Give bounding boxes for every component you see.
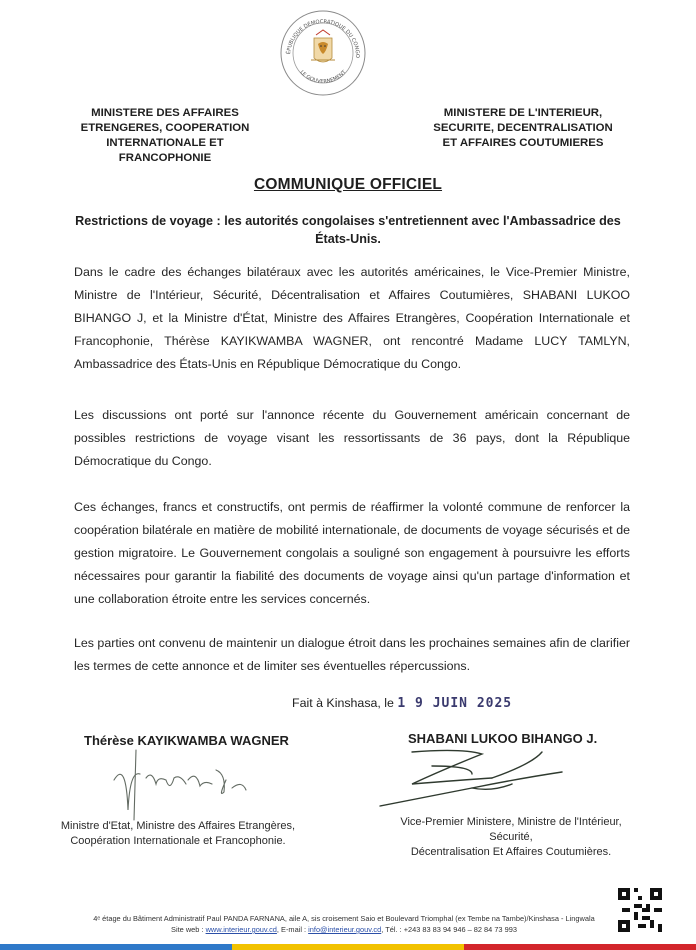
- body-paragraph: Dans le cadre des échanges bilatéraux avec les autorités américaines, le Vice-Premier Ministre, Ministre de l'Intérieur, Sécurité, Décentralisation et Affaires Coutumières, SHABANI LUKOO BIHANGO J, et la Ministre d'État, Ministre des Affaires Etrangères, Coopération Internationale et Francophonie, Thérèse KAYIKWAMBA WAGNER, ont rencontré Madame LUCY TAMLYN, Ambassadrice des États-Unis en République Démocratique du Congo.: [74, 265, 630, 371]
- left-ministry-line: INTERNATIONALE ET: [106, 137, 224, 149]
- flag-stripe-blue: [0, 944, 232, 950]
- left-ministry-line: MINISTERE DES AFFAIRES: [91, 107, 239, 119]
- left-ministry-line: ETRENGERES, COOPERATION: [80, 122, 250, 134]
- left-ministry-line: FRANCOPHONIE: [118, 152, 212, 164]
- document-subtitle: Restrictions de voyage : les autorités congolaises s'entretiennent avec l'Ambassadrice des États-Unis.: [75, 214, 621, 246]
- right-ministry-line: ET AFFAIRES COUTUMIERES: [442, 137, 604, 149]
- email-link[interactable]: info@interieur.gouv.cd: [308, 925, 382, 934]
- leopard-emblem-icon: [311, 30, 335, 62]
- government-seal: [278, 8, 368, 98]
- left-signatory-name: Thérèse KAYIKWAMBA WAGNER: [84, 733, 289, 748]
- body-paragraph: Les parties ont convenu de maintenir un dialogue étroit dans les prochaines semaines afin de clarifier les termes de cette annonce et de limiter ses éventuelles répercussions.: [74, 636, 630, 673]
- seal-bottom-text: LE GOUVERNEMENT: [298, 69, 348, 85]
- date-line: [292, 696, 512, 711]
- right-title-line: Vice-Premier Ministere, Ministre de l'Intérieur, Sécurité,: [400, 816, 622, 843]
- right-signature-icon: [372, 744, 572, 819]
- right-signatory-title: [388, 815, 634, 860]
- body-paragraph: Ces échanges, francs et constructifs, ont permis de réaffirmer la volonté commune de renforcer la coopération bilatérale en matière de mobilité internationale, de documents de voyage sécurisés et de gestion migratoire. Le Gouvernement congolais a souligné son engagement à poursuivre les efforts nécessaires pour garantir la fiabilité des documents de voyage ainsi qu'un partage d'information et une collaboration étroite entre les services concernés.: [74, 500, 630, 606]
- flag-color-stripe: [0, 944, 696, 950]
- right-signatory-name: SHABANI LUKOO BIHANGO J.: [408, 731, 598, 746]
- body-paragraph: Les discussions ont porté sur l'annonce récente du Gouvernement américain concernant de possibles restrictions de voyage visant les ressortissants de 36 pays, dont la République Démocratique du Congo.: [74, 408, 630, 468]
- flag-stripe-red: [464, 944, 696, 950]
- right-ministry-line: SECURITE, DECENTRALISATION: [433, 122, 613, 134]
- left-ministry-header: [60, 106, 270, 166]
- left-signatory-title: [58, 819, 298, 849]
- right-ministry-line: MINISTERE DE L'INTERIEUR,: [443, 107, 603, 119]
- right-title-line: Décentralisation Et Affaires Coutumières.: [410, 846, 612, 858]
- website-link[interactable]: www.interieur.gouv.cd: [205, 925, 277, 934]
- phone-numbers: , Tél. : +243 83 83 94 946 – 82 84 73 993: [381, 925, 517, 934]
- document-title: COMMUNIQUE OFFICIEL: [253, 176, 443, 193]
- left-title-line: Ministre d'Etat, Ministre des Affaires Etrangères,: [60, 820, 296, 832]
- site-label: Site web :: [171, 925, 204, 934]
- footer-address: 4ᵉ étage du Bâtiment Administratif Paul PANDA FARNANA, aile A, sis croisement Saio et Boulevard Triomphal (ex Tembe na Tambe)/Kinshasa - Lingwala: [93, 914, 595, 923]
- date-stamp: 1 9 JUIN 2025: [397, 696, 513, 711]
- left-title-line: Coopération Internationale et Francophonie.: [70, 835, 286, 847]
- flag-stripe-yellow: [232, 944, 464, 950]
- left-signature-icon: [96, 740, 266, 830]
- date-prefix: Fait à Kinshasa, le: [292, 696, 394, 710]
- footer-contact-line: [74, 924, 614, 935]
- footer-contact: [74, 913, 614, 935]
- qr-code-icon: [618, 888, 662, 932]
- seal-top-text: ÉPUBLIQUE DÉMOCRATIQUE DU CONGO: [286, 18, 361, 58]
- email-label: , E-mail :: [276, 925, 307, 934]
- right-ministry-header: [418, 106, 628, 151]
- svg-text:LE GOUVERNEMENT: [299, 69, 349, 85]
